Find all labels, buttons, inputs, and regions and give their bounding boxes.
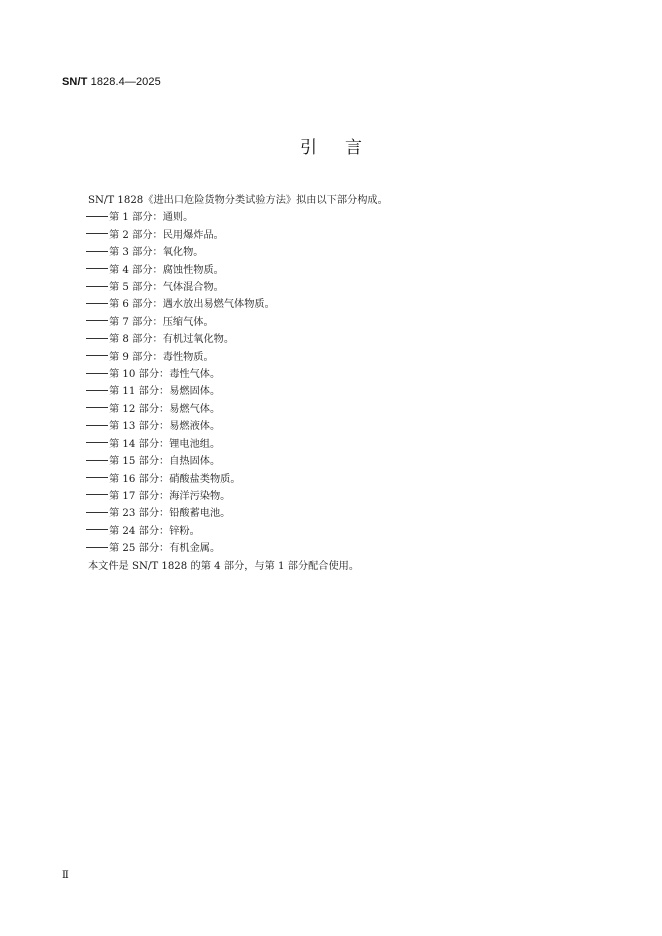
em-dash-marker xyxy=(86,494,108,495)
part-label: 第 5 部分：气体混合物。 xyxy=(109,282,224,294)
introduction-body xyxy=(88,192,588,575)
part-label: 第 1 部分：通则。 xyxy=(109,212,194,224)
part-list-item xyxy=(86,279,588,296)
em-dash-marker xyxy=(86,512,108,513)
part-list-item xyxy=(86,505,588,522)
em-dash-marker xyxy=(86,442,108,443)
em-dash-marker xyxy=(86,477,108,478)
part-list-item xyxy=(86,349,588,366)
part-label: 第 23 部分：铅酸蓄电池。 xyxy=(109,508,231,520)
closing-paragraph: 本文件是 SN/T 1828 的第 4 部分，与第 1 部分配合使用。 xyxy=(88,560,360,572)
part-label: 第 3 部分：氧化物。 xyxy=(109,247,204,259)
standard-prefix: SN/T xyxy=(62,76,88,88)
part-label: 第 13 部分：易燃液体。 xyxy=(109,421,221,433)
part-list-item xyxy=(86,262,588,279)
part-label: 第 24 部分：锌粉。 xyxy=(109,525,200,537)
em-dash-marker xyxy=(86,460,108,461)
part-list-item xyxy=(86,523,588,540)
parts-list xyxy=(88,209,588,557)
standard-number: 1828.4—2025 xyxy=(90,76,161,88)
em-dash-marker xyxy=(86,355,108,356)
em-dash-marker xyxy=(86,425,108,426)
part-label: 第 14 部分：锂电池组。 xyxy=(109,438,221,450)
em-dash-marker xyxy=(86,286,108,287)
document-code-header xyxy=(62,76,161,88)
part-label: 第 7 部分：压缩气体。 xyxy=(109,316,214,328)
em-dash-marker xyxy=(86,251,108,252)
part-label: 第 8 部分：有机过氧化物。 xyxy=(109,334,235,346)
page-title: 引言 xyxy=(300,138,390,158)
part-list-item xyxy=(86,471,588,488)
em-dash-marker xyxy=(86,320,108,321)
part-label: 第 11 部分：易燃固体。 xyxy=(109,386,221,398)
page-number: Ⅱ xyxy=(62,870,69,881)
part-list-item xyxy=(86,383,588,400)
part-list-item xyxy=(86,244,588,261)
part-list-item xyxy=(86,296,588,313)
part-list-item xyxy=(86,314,588,331)
part-list-item xyxy=(86,488,588,505)
em-dash-marker xyxy=(86,338,108,339)
part-label: 第 16 部分：硝酸盐类物质。 xyxy=(109,473,241,485)
em-dash-marker xyxy=(86,407,108,408)
part-list-item xyxy=(86,418,588,435)
part-list-item xyxy=(86,227,588,244)
part-list-item xyxy=(86,540,588,557)
part-label: 第 25 部分：有机金属。 xyxy=(109,543,221,555)
part-label: 第 17 部分：海洋污染物。 xyxy=(109,490,231,502)
part-list-item xyxy=(86,366,588,383)
em-dash-marker xyxy=(86,390,108,391)
em-dash-marker xyxy=(86,268,108,269)
intro-paragraph: SN/T 1828《进出口危险货物分类试验方法》拟由以下部分构成。 xyxy=(88,195,388,206)
em-dash-marker xyxy=(86,373,108,374)
part-label: 第 10 部分：毒性气体。 xyxy=(109,369,221,381)
em-dash-marker xyxy=(86,303,108,304)
em-dash-marker xyxy=(86,547,108,548)
part-label: 第 6 部分：遇水放出易燃气体物质。 xyxy=(109,299,275,311)
part-label: 第 4 部分：腐蚀性物质。 xyxy=(109,264,224,276)
part-label: 第 15 部分：自热固体。 xyxy=(109,456,221,468)
part-label: 第 2 部分：民用爆炸品。 xyxy=(109,229,224,241)
part-list-item xyxy=(86,436,588,453)
part-label: 第 9 部分：毒性物质。 xyxy=(109,351,214,363)
part-list-item xyxy=(86,209,588,226)
part-list-item xyxy=(86,331,588,348)
part-label: 第 12 部分：易燃气体。 xyxy=(109,403,221,415)
part-list-item xyxy=(86,453,588,470)
part-list-item xyxy=(86,401,588,418)
em-dash-marker xyxy=(86,529,108,530)
em-dash-marker xyxy=(86,233,108,234)
em-dash-marker xyxy=(86,216,108,217)
